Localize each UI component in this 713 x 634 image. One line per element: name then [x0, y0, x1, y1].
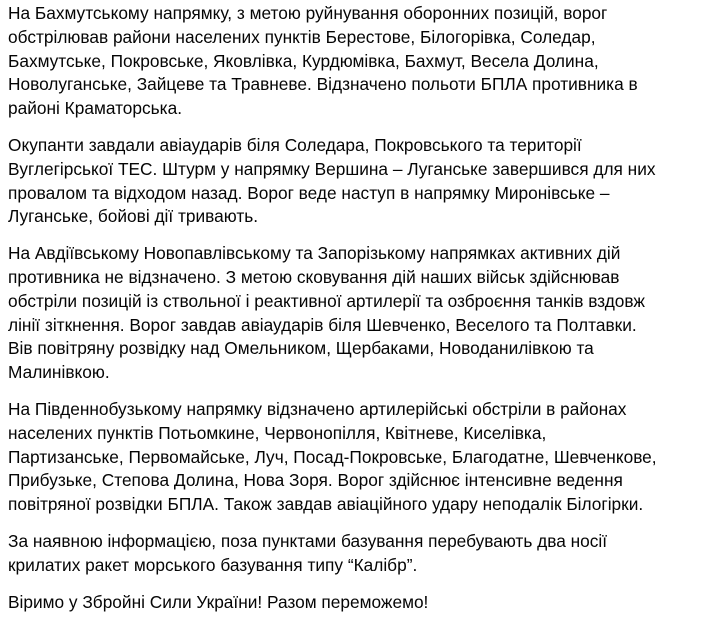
- text-line: лінії зіткнення. Ворог завдав авіаударів біля Шевченко, Веселого та Полтавки.: [8, 314, 637, 335]
- text-line: крилатих ракет морського базування типу “Калібр”.: [8, 554, 418, 575]
- text-line: Прибузьке, Степова Долина, Нова Зоря. Ворог здійснює інтенсивне ведення: [8, 470, 623, 491]
- text-line: обстріли позицій із ствольної і реактивної артилерії та озброєння танків вздовж: [8, 290, 645, 311]
- paragraph-occupants: [8, 134, 701, 229]
- text-line: обстрілював райони населених пунктів Берестове, Білогорівка, Соледар,: [8, 26, 596, 47]
- paragraph-bakhmut: [8, 2, 701, 121]
- text-line: Вів повітряну розвідку над Омельником, Щербаками, Новоданилівкою та: [8, 338, 594, 359]
- text-line: районі Краматорська.: [8, 98, 183, 119]
- text-line: Партизанське, Первомайське, Луч, Посад-Покровське, Благодатне, Шевченкове,: [8, 446, 657, 467]
- text-line: На Авдіївському Новопавлівському та Запорізькому напрямках активних дій: [8, 243, 621, 264]
- text-line: На Бахмутському напрямку, з метою руйнування оборонних позицій, ворог: [8, 3, 608, 23]
- text-line: Новолуганське, Зайцеве та Травневе. Відзначено польоти БПЛА противника в: [8, 74, 638, 95]
- paragraph-avdiivka: [8, 242, 701, 385]
- text-line: Вуглегірської ТЕС. Штурм у напрямку Вершина – Луганське завершився для них: [8, 158, 656, 179]
- text-line: Окупанти завдали авіаударів біля Соледара, Покровського та території: [8, 134, 582, 155]
- paragraph-kalibr: [8, 530, 701, 578]
- text-line: повітряної розвідки БПЛА. Також завдав авіаційного удару неподалік Білогірки.: [8, 494, 644, 515]
- text-line: За наявною інформацією, поза пунктами базування перебувають два носії: [8, 530, 608, 551]
- paragraph-closing: [8, 591, 701, 615]
- text-line: Луганське, бойові дії тривають.: [8, 206, 259, 227]
- text-line: Бахмутське, Покровське, Яковлівка, Курдюмівка, Бахмут, Весела Долина,: [8, 50, 599, 71]
- text-line: Віримо у Збройні Сили України! Разом переможемо!: [8, 591, 429, 612]
- text-line: противника не відзначено. З метою сковування дій наших військ здійснював: [8, 266, 620, 287]
- paragraph-pivdennobuzkyi: [8, 398, 701, 517]
- text-line: населених пунктів Потьомкине, Червонопілля, Квітневе, Киселівка,: [8, 422, 547, 443]
- text-line: На Південнобузькому напрямку відзначено артилерійські обстріли в районах: [8, 398, 627, 419]
- text-line: провалом та відходом назад. Ворог веде наступ в напрямку Миронівське –: [8, 182, 610, 203]
- text-line: Малинівкою.: [8, 362, 110, 383]
